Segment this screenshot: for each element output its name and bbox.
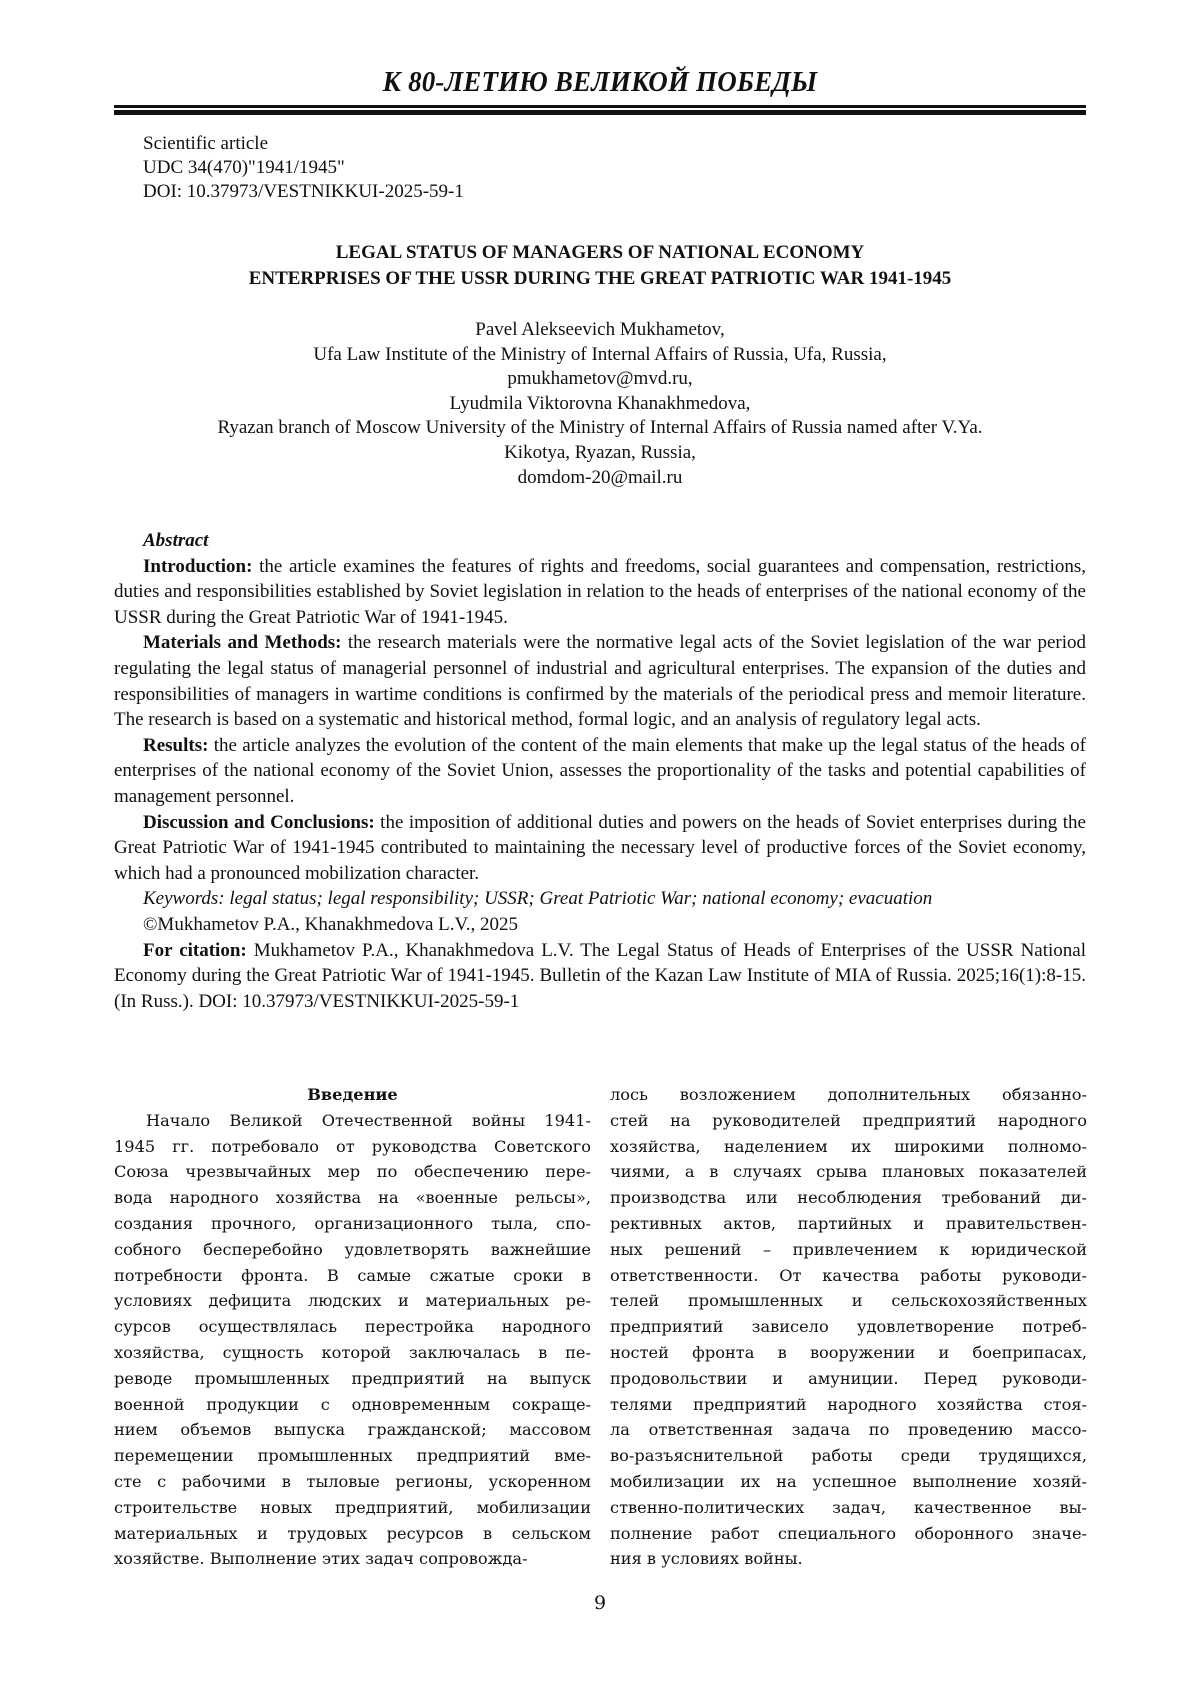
author-email: domdom-20@mail.ru	[517, 466, 683, 488]
text-line: потребности фронта. В самые сжатые сроки в	[114, 1265, 591, 1285]
text-line: ния в условиях войны.	[610, 1549, 803, 1569]
running-head: К 80-ЛЕТИЮ ВЕЛИКОЙ ПОБЕДЫ	[382, 66, 818, 98]
abstract-text: the imposition of additional duties and powers on the heads of Soviet enterprises during the Great Patriotic War of 1941-1945 contributed to maintaining the necessary level of productive forces of the Soviet economy, which had a pronounced mobilization character.	[114, 811, 1086, 884]
text-line: ных решений – привлечением к юридической	[610, 1239, 1087, 1259]
text-line: рективных актов, партийных и правительствен-	[610, 1213, 1087, 1233]
abstract-label: Results:	[143, 734, 209, 756]
doi: DOI: 10.37973/VESTNIKKUI-2025-59-1	[143, 181, 464, 202]
article-title	[114, 240, 1086, 292]
abstract-label: Introduction:	[143, 555, 253, 577]
text-line: Начало Великой Отечественной войны 1941-	[146, 1110, 591, 1130]
text-line: во-разъяснительной работы среди трудящихся,	[610, 1446, 1087, 1466]
text-line: хозяйства, сущность которой заключалась в пе-	[114, 1342, 591, 1362]
author-name: Pavel Alekseevich Mukhametov,	[475, 319, 725, 340]
abstract-materials	[114, 630, 1086, 732]
text-line: условиях дефицита людских и материальных ре-	[114, 1291, 591, 1311]
abstract-label: Discussion and Conclusions:	[143, 811, 375, 833]
citation-label: For citation:	[143, 939, 247, 961]
text-line: лось возложением дополнительных обязанно-	[610, 1085, 1087, 1104]
text-line: полнение работ специального оборонного значе-	[610, 1523, 1087, 1543]
text-line: ла ответственная задача по проведению массо-	[610, 1420, 1087, 1440]
header-rule-thick	[114, 110, 1086, 115]
abstract-heading: Abstract	[143, 530, 209, 551]
body-column-right	[610, 1082, 1087, 1572]
body-column-left	[114, 1082, 591, 1572]
keywords: Keywords: legal status; legal responsibility; USSR; Great Patriotic War; national economy; evacuation	[143, 888, 933, 910]
title-line-1: LEGAL STATUS OF MANAGERS OF NATIONAL ECONOMY	[335, 242, 865, 263]
left-column-text	[114, 1108, 591, 1572]
text-line: собного бесперебойно удовлетворять важнейшие	[114, 1239, 591, 1259]
abstract-text: the article analyzes the evolution of the content of the main elements that make up the legal status of the heads of enterprises of the national economy of the Soviet Union, assesses the proportionality of the tasks and potential capabilities of management personnel.	[114, 734, 1086, 807]
text-line: реводе промышленных предприятий на выпуск	[114, 1368, 591, 1388]
abstract-introduction	[114, 554, 1086, 631]
abstract-results	[114, 733, 1086, 810]
right-column-text	[610, 1082, 1087, 1572]
author-name: Lyudmila Viktorovna Khanakhmedova,	[449, 392, 751, 414]
text-line: сте с рабочими в тыловые регионы, ускоренном	[114, 1471, 591, 1491]
copyright: ©Mukhametov P.A., Khanakhmedova L.V., 2025	[143, 913, 519, 935]
text-line: производства или несоблюдения требований ди-	[610, 1188, 1087, 1208]
text-line: ностей фронта в вооружении и боеприпасах,	[610, 1342, 1087, 1362]
abstract-text: the research materials were the normative legal acts of the Soviet legislation of the war period regulating the legal status of managerial personnel of industrial and agricultural enterprises. The expansion of the duties and responsibilities of managers in wartime conditions is confirmed by the materials of the periodical press and memoir literature. The research is based on a systematic and historical method, formal logic, and an analysis of regulatory legal acts.	[114, 632, 1087, 731]
author-email: pmukhametov@mvd.ru,	[507, 368, 693, 390]
author-affiliation: Ryazan branch of Moscow University of the Ministry of Internal Affairs of Russia named after V.Ya.	[217, 417, 983, 439]
header-rule-thin	[114, 105, 1086, 108]
text-line: нием объемов выпуска гражданской; массовом	[114, 1420, 591, 1440]
text-line: ответственности. От качества работы руководи-	[610, 1265, 1087, 1285]
section-heading: Введение	[307, 1085, 398, 1104]
title-line-2: ENTERPRISES OF THE USSR DURING THE GREAT PATRIOTIC WAR 1941-1945	[248, 268, 952, 289]
text-line: военной продукции с одновременным сокраще-	[114, 1394, 591, 1414]
abstract-discussion	[114, 810, 1086, 887]
author-block	[114, 318, 1086, 490]
text-line: хозяйстве. Выполнение этих задач сопровожда-	[114, 1549, 528, 1569]
udc-code: UDC 34(470)"1941/1945"	[143, 157, 345, 178]
text-line: строительстве новых предприятий, мобилизации	[114, 1497, 591, 1517]
author-affiliation: Ufa Law Institute of the Ministry of Internal Affairs of Russia, Ufa, Russia,	[313, 343, 887, 365]
text-line: телями предприятий народного хозяйства стоя-	[610, 1394, 1087, 1414]
text-line: мобилизации их на успешное выполнение хозяй-	[610, 1471, 1087, 1491]
text-line: материальных и трудовых ресурсов в сельском	[114, 1523, 591, 1543]
article-meta	[143, 132, 464, 204]
text-line: создания прочного, организационного тыла, спо-	[114, 1213, 591, 1233]
text-line: перемещении промышленных предприятий вме-	[114, 1446, 591, 1466]
citation-text: Mukhametov P.A., Khanakhmedova L.V. The Legal Status of Heads of Enterprises of the USSR National Economy during the Great Patriotic War of 1941-1945. Bulletin of the Kazan Law Institute of MIA of Russia. 2025;16(1):8-15. (In Russ.). DOI: 10.37973/VESTNIKKUI-2025-59-1	[114, 939, 1086, 1012]
text-line: продовольствии и амуниции. Перед руководи-	[610, 1368, 1087, 1388]
text-line: 1945 гг. потребовало от руководства Советского	[114, 1136, 591, 1156]
text-line: хозяйства, наделением их широкими полномо-	[610, 1136, 1087, 1156]
text-line: сурсов осуществлялась перестройка народного	[114, 1317, 591, 1337]
abstract-text: the article examines the features of rights and freedoms, social guarantees and compensation, restrictions, duties and responsibilities established by Soviet legislation in relation to the heads of enterprises of the national economy of the USSR during the Great Patriotic War of 1941-1945.	[114, 555, 1086, 628]
author-affiliation: Kikotya, Ryazan, Russia,	[504, 441, 696, 463]
text-line: вода народного хозяйства на «военные рельсы»,	[114, 1188, 591, 1208]
text-line: Союза чрезвычайных мер по обеспечению пере-	[114, 1162, 591, 1182]
page-number: 9	[593, 1592, 607, 1614]
text-line: телей промышленных и сельскохозяйственных	[610, 1291, 1087, 1311]
citation	[114, 938, 1086, 1015]
abstract-label: Materials and Methods:	[143, 632, 342, 654]
text-line: стей на руководителей предприятий народного	[610, 1110, 1087, 1130]
article-type: Scientific article	[143, 133, 269, 154]
text-line: ственно-политических задач, качественное вы-	[610, 1497, 1087, 1517]
text-line: чиями, а в случаях срыва плановых показателей	[610, 1162, 1087, 1182]
text-line: предприятий зависело удовлетворение потреб-	[610, 1317, 1087, 1337]
abstract	[114, 528, 1086, 1014]
